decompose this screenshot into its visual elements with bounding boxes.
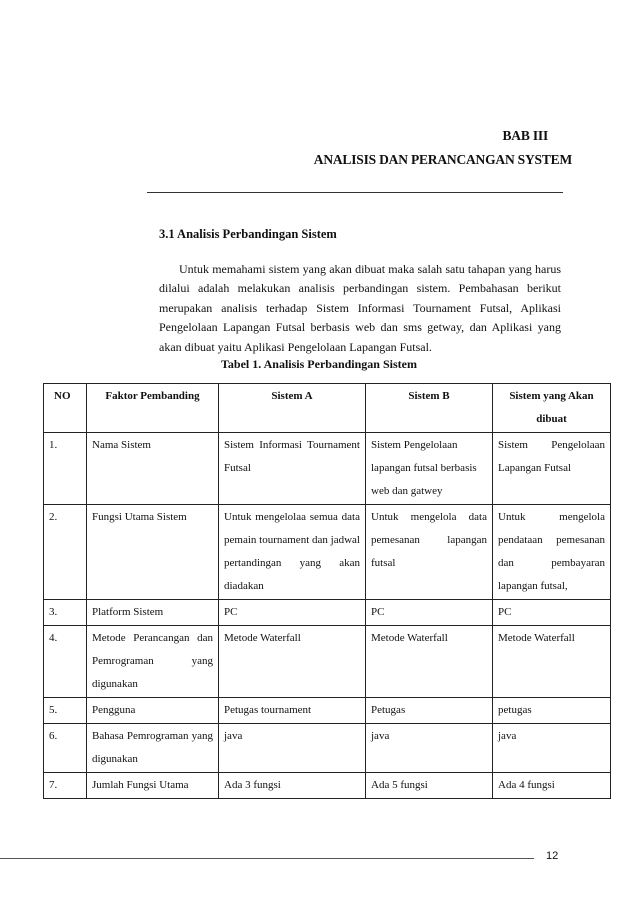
table-row	[44, 773, 611, 799]
cell-sistem-a: Metode Waterfall	[219, 626, 366, 698]
cell-no: 6.	[44, 724, 87, 773]
cell-sistem-b: Sistem Pengelolaan lapangan futsal berbasis web dan gatwey	[366, 433, 493, 505]
table-caption: Tabel 1. Analisis Perbandingan Sistem	[221, 357, 417, 371]
cell-sistem-a: Ada 3 fungsi	[219, 773, 366, 799]
cell-sistem-a: Sistem Informasi Tournament Futsal	[219, 433, 366, 505]
section-paragraph: Untuk memahami sistem yang akan dibuat maka salah satu tahapan yang harus dilalui adalah melakukan analisis perbandingan sistem. Pembahasan berikut merupakan analisis terhadap Sistem Informasi Tournament Futsal, Aplikasi Pengelolaan Lapangan Futsal berbasis web dan sms getway, dan Aplikasi yang akan dibuat yaitu Aplikasi Pengelolaan Lapangan Futsal.	[159, 262, 561, 354]
cell-no: 2.	[44, 505, 87, 600]
cell-sistem-a: java	[219, 724, 366, 773]
cell-sistem-a: Untuk mengelolaa semua data pemain tournament dan jadwal pertandingan yang akan diadakan	[219, 505, 366, 600]
cell-sistem-b: PC	[366, 600, 493, 626]
cell-sistem-b: Ada 5 fungsi	[366, 773, 493, 799]
cell-faktor: Nama Sistem	[87, 433, 219, 505]
table-row	[44, 600, 611, 626]
cell-faktor: Platform Sistem	[87, 600, 219, 626]
header-sistem-baru: Sistem yang Akan dibuat	[493, 384, 611, 433]
table-row	[44, 433, 611, 505]
header-sistem-b: Sistem B	[366, 384, 493, 433]
cell-no: 3.	[44, 600, 87, 626]
cell-faktor: Bahasa Pemrograman yang digunakan	[87, 724, 219, 773]
header-no: NO	[44, 384, 87, 433]
cell-sistem-baru: Sistem Pengelolaan Lapangan Futsal	[493, 433, 611, 505]
cell-sistem-baru: Untuk mengelola pendataan pemesanan dan pembayaran lapangan futsal,	[493, 505, 611, 600]
cell-sistem-baru: PC	[493, 600, 611, 626]
header-sistem-a: Sistem A	[219, 384, 366, 433]
title-divider	[147, 192, 563, 193]
chapter-title: ANALISIS DAN PERANCANGAN SYSTEM	[313, 152, 572, 167]
cell-sistem-baru: Metode Waterfall	[493, 626, 611, 698]
table-row	[44, 724, 611, 773]
footer-divider	[0, 858, 534, 859]
cell-no: 1.	[44, 433, 87, 505]
cell-no: 7.	[44, 773, 87, 799]
cell-sistem-a: Petugas tournament	[219, 698, 366, 724]
cell-no: 5.	[44, 698, 87, 724]
cell-no: 4.	[44, 626, 87, 698]
cell-sistem-b: Petugas	[366, 698, 493, 724]
table-row	[44, 626, 611, 698]
cell-faktor: Pengguna	[87, 698, 219, 724]
cell-sistem-baru: petugas	[493, 698, 611, 724]
cell-faktor: Fungsi Utama Sistem	[87, 505, 219, 600]
section-heading: 3.1 Analisis Perbandingan Sistem	[159, 227, 337, 241]
cell-faktor: Metode Perancangan dan Pemrograman yang digunakan	[87, 626, 219, 698]
cell-sistem-b: Untuk mengelola data pemesanan lapangan futsal	[366, 505, 493, 600]
cell-faktor: Jumlah Fungsi Utama	[87, 773, 219, 799]
cell-sistem-b: java	[366, 724, 493, 773]
page-number: 12	[546, 850, 559, 862]
table-row	[44, 698, 611, 724]
table-header-row	[44, 384, 611, 433]
cell-sistem-baru: Ada 4 fungsi	[493, 773, 611, 799]
table-row	[44, 505, 611, 600]
header-faktor: Faktor Pembanding	[87, 384, 219, 433]
cell-sistem-b: Metode Waterfall	[366, 626, 493, 698]
comparison-table	[43, 383, 611, 799]
chapter-number: BAB III	[502, 128, 548, 143]
cell-sistem-baru: java	[493, 724, 611, 773]
cell-sistem-a: PC	[219, 600, 366, 626]
